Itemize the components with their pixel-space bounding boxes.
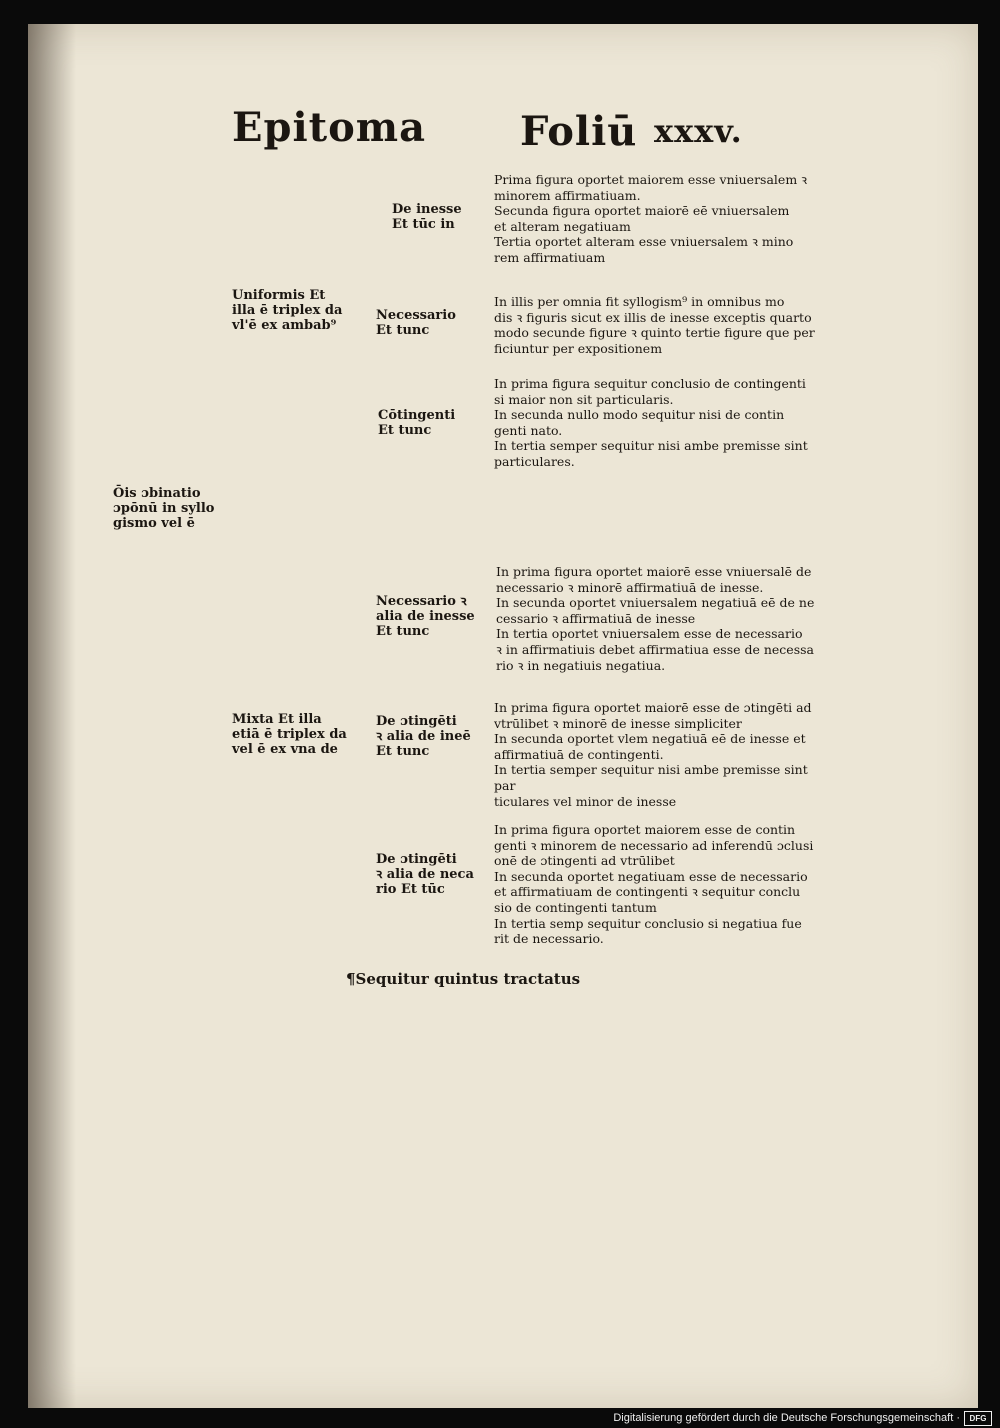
text-line: In prima figura oportet maiorē esse de ɔtingēti ad [494, 700, 812, 715]
text-line: ficiuntur per expositionem [494, 340, 663, 356]
page-spine-shadow [28, 24, 76, 1408]
text-line: rio ꝛ in negatiuis negatiua. [496, 657, 666, 673]
branch-uniformis: Uniformis Et illa ē triplex da vl'ē ex ambab⁹ [232, 288, 343, 333]
text-line: In secunda oportet vniuersalem negatiuā eē de ne [496, 595, 815, 611]
text-line: Secunda figura oportet maiorē eē vniuersalem [494, 203, 790, 219]
text-line: onē de ɔtingenti ad vtrūlibet [494, 853, 675, 869]
closing-rubric: ¶Sequitur quintus tractatus [346, 970, 581, 988]
footer-credit: Digitalisierung gefördert durch die Deutsche Forschungsgemeinschaft · [613, 1412, 960, 1424]
text-line: sio de contingenti tantum [494, 899, 657, 915]
text-line: In tertia semper sequitur nisi ambe premisse sint [494, 438, 808, 454]
text-line: si maior non sit particularis. [494, 391, 674, 407]
text-line: minorem affirmatiuam. [494, 187, 641, 203]
folio-number: xxxv. [654, 112, 743, 150]
text-line: rit de necessario. [494, 931, 604, 947]
text-line: dis ꝛ figuris sicut ex illis de inesse exceptis quarto [494, 309, 812, 325]
dfg-logo-icon: DFG [964, 1411, 992, 1426]
text-block-contingenti-inesse [494, 700, 824, 809]
subterm-necessario: Necessario Et tunc [376, 308, 456, 338]
text-line: In prima figura oportet maiorem esse de contin [494, 822, 796, 837]
text-line: In tertia semper sequitur nisi ambe premisse sint par [494, 762, 808, 793]
running-head-folio: Foliū [520, 108, 638, 155]
text-line: In secunda oportet negatiuam esse de necessario [494, 868, 808, 884]
text-line: vtrūlibet ꝛ minorē de inesse simpliciter [494, 715, 742, 731]
text-line: In tertia oportet vniuersalem esse de necessario [496, 626, 803, 642]
footer-bar [0, 1408, 1000, 1428]
text-line: genti nato. [494, 422, 563, 438]
subterm-contingenti-inesse: De ɔtingēti ꝛ alia de ineē Et tunc [376, 714, 471, 759]
branch-mixta: Mixta Et illa etiā ē triplex da vel ē ex vna de [232, 712, 347, 757]
text-line: genti ꝛ minorem de necessario ad inferendū ɔclusi [494, 837, 814, 853]
text-line: In secunda nullo modo sequitur nisi de contin [494, 407, 785, 423]
text-line: In tertia semp sequitur conclusio si negatiua fue [494, 915, 802, 931]
running-head-left: Epitoma [232, 104, 427, 151]
root-term: Ōis ɔbinatio ɔpōnū in syllo gismo vel ē [113, 486, 215, 531]
text-block-contingenti [494, 376, 824, 470]
text-line: Tertia oportet alteram esse vniuersalem ꝛ mino [494, 234, 794, 250]
subterm-de-inesse: De inesse Et tūc in [392, 202, 462, 232]
text-line: modo secunde figure ꝛ quinto tertie figure que per [494, 325, 815, 341]
text-line: In prima figura oportet maiorē esse vniuersalē de [496, 564, 812, 579]
text-line: In prima figura sequitur conclusio de contingenti [494, 376, 806, 391]
subterm-contingenti-necessario: De ɔtingēti ꝛ alia de neca rio Et tūc [376, 852, 474, 897]
text-line: rem affirmatiuam [494, 249, 606, 265]
text-block-inesse [494, 172, 824, 266]
text-line: cessario ꝛ affirmatiuā de inesse [496, 610, 696, 626]
text-block-necessario [494, 294, 824, 356]
text-line: In illis per omnia fit syllogism⁹ in omnibus mo [494, 294, 785, 309]
text-line: necessario ꝛ minorē affirmatiuā de inesse. [496, 579, 764, 595]
text-line: ꝛ in affirmatiuis debet affirmatiua esse de necessa [496, 641, 814, 657]
subterm-necessario-inesse: Necessario ꝛ alia de inesse Et tunc [376, 594, 475, 639]
text-block-necessario-inesse [496, 564, 826, 673]
text-line: et alteram negatiuam [494, 218, 631, 234]
text-line: affirmatiuā de contingenti. [494, 746, 664, 762]
text-line: particulares. [494, 453, 575, 469]
text-line: ticulares vel minor de inesse [494, 793, 677, 809]
text-line: et affirmatiuam de contingenti ꝛ sequitur conclu [494, 884, 801, 900]
text-line: In secunda oportet vlem negatiuā eē de inesse et [494, 731, 806, 747]
text-line: Prima figura oportet maiorem esse vniuersalem ꝛ [494, 172, 808, 187]
subterm-contingenti: Cōtingenti Et tunc [378, 408, 456, 438]
text-block-contingenti-necessario [494, 822, 824, 947]
